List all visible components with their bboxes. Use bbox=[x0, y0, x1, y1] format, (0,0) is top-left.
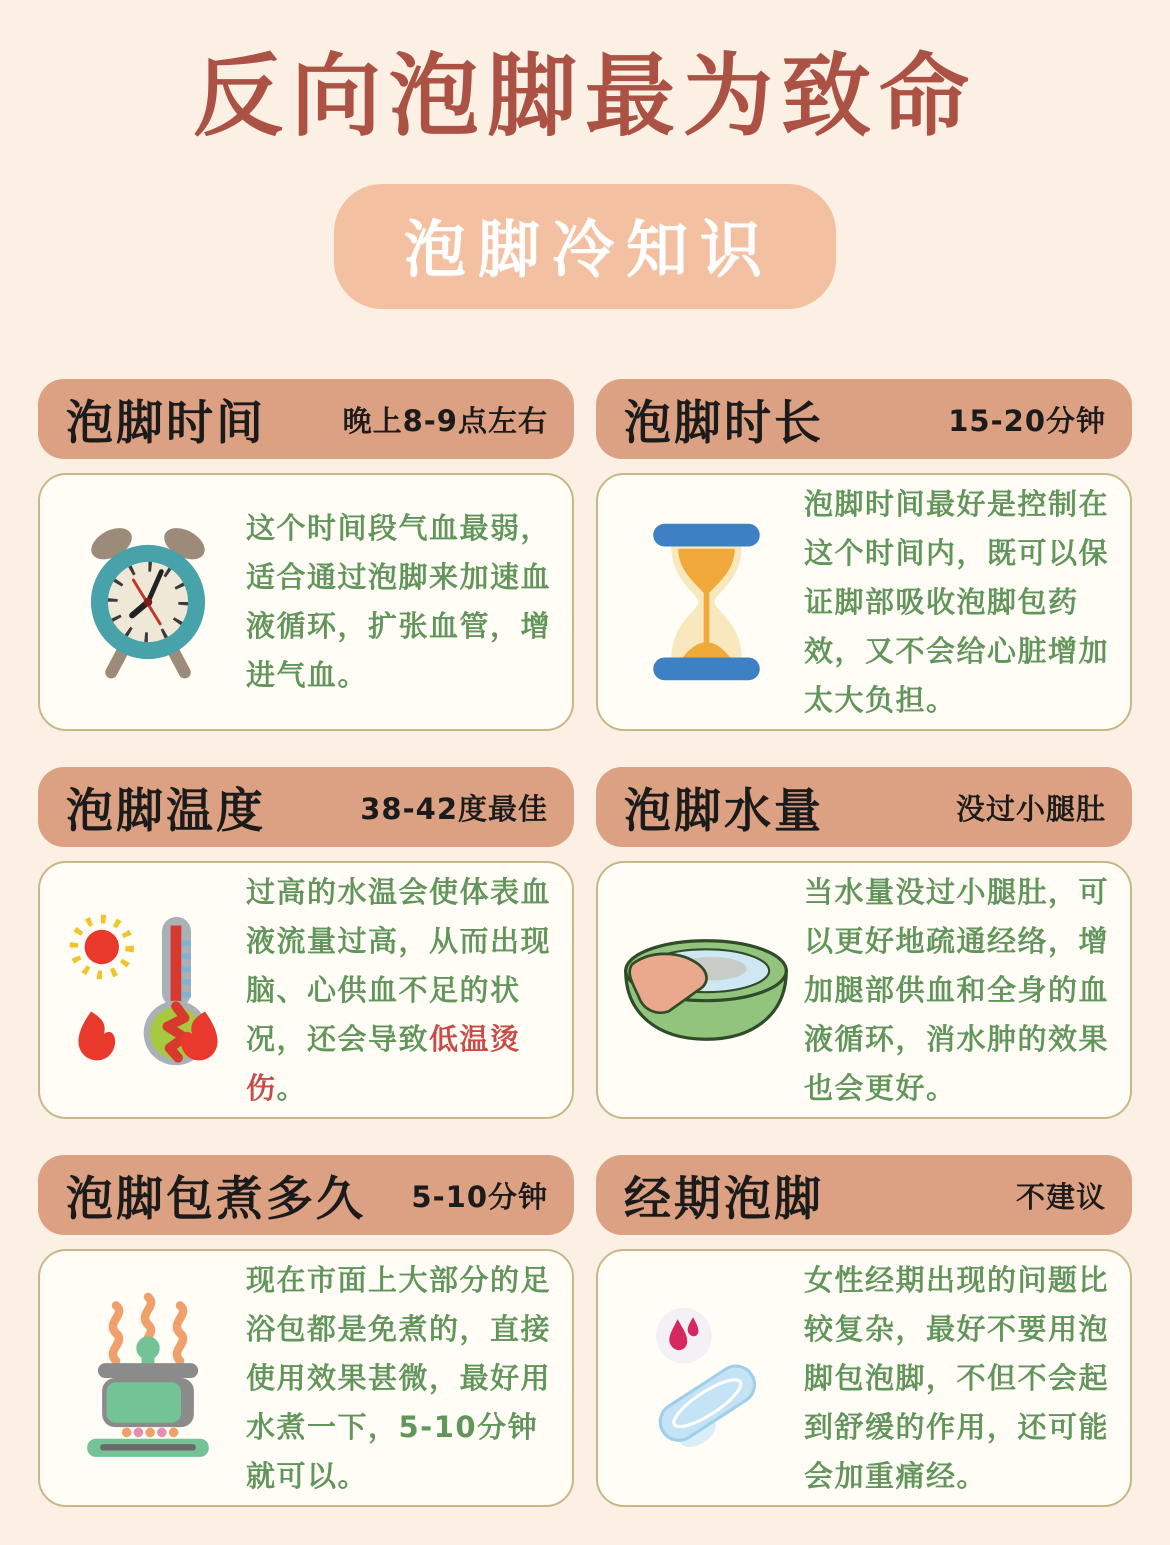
card-water-amount-spec: 没过小腿肚 bbox=[955, 791, 1106, 826]
card-soak-time-spec: 晚上8-9点左右 bbox=[342, 403, 548, 438]
temperature-text-highlight: 低温烫伤 bbox=[246, 1021, 521, 1105]
alarm-clock-icon-svg bbox=[69, 517, 227, 687]
card-period-soak-body bbox=[596, 1249, 1132, 1507]
card-boil-duration-header bbox=[38, 1155, 574, 1235]
card-soak-temperature-title: 泡脚温度 bbox=[66, 783, 266, 839]
card-period-soak-spec: 不建议 bbox=[1015, 1179, 1106, 1214]
card-soak-duration-body bbox=[596, 473, 1132, 731]
temperature-text-pre: 过高的水温会使体表血液流量过高，从而出现脑、心供血不足的状况，还会导致 bbox=[246, 874, 552, 1056]
temperature-text-post: 。 bbox=[276, 1070, 308, 1105]
card-boil-duration-body bbox=[38, 1249, 574, 1507]
card-water-amount-text-span: 当水量没过小腿肚，可以更好地疏通经络，增加腿部供血和全身的血液循环，消水肿的效果也会更好。 bbox=[804, 874, 1110, 1105]
page-title: 反向泡脚最为致命 bbox=[193, 44, 977, 149]
basin-icon-svg bbox=[615, 925, 797, 1055]
card-soak-time-header bbox=[38, 379, 574, 459]
card-soak-duration-spec: 15-20分钟 bbox=[948, 403, 1106, 438]
hourglass-icon-svg bbox=[644, 517, 769, 687]
card-soak-duration-text-span: 泡脚时间最好是控制在这个时间内，既可以保证脚部吸收泡脚包药效，又不会给心脏增加太大负担。 bbox=[804, 486, 1110, 717]
boiling-pot-icon bbox=[50, 1292, 246, 1464]
sanitary-pad-icon bbox=[608, 1298, 804, 1458]
card-soak-temperature-spec: 38-42度最佳 bbox=[360, 791, 548, 826]
card-soak-time-text-span: 这个时间段气血最弱，适合通过泡脚来加速血液循环，扩张血管，增进气血。 bbox=[246, 511, 552, 692]
card-period-soak-header bbox=[596, 1155, 1132, 1235]
card-soak-duration-title: 泡脚时长 bbox=[624, 395, 824, 451]
card-soak-time-title: 泡脚时间 bbox=[66, 395, 266, 451]
card-water-amount-header bbox=[596, 767, 1132, 847]
card-period-soak bbox=[596, 1155, 1132, 1507]
card-soak-temperature-header bbox=[38, 767, 574, 847]
boiling-pot-icon-svg bbox=[68, 1292, 228, 1464]
card-soak-time bbox=[38, 379, 574, 731]
thermometer-fire-icon bbox=[50, 904, 246, 1076]
card-boil-duration-spec: 5-10分钟 bbox=[411, 1179, 548, 1214]
card-soak-time-body bbox=[38, 473, 574, 731]
card-soak-time-text bbox=[246, 504, 552, 700]
card-boil-duration-title: 泡脚包煮多久 bbox=[66, 1171, 366, 1227]
subtitle-row bbox=[0, 184, 1170, 309]
card-soak-temperature-text bbox=[246, 868, 552, 1113]
card-soak-duration-text bbox=[804, 480, 1110, 725]
card-soak-temperature-body bbox=[38, 861, 574, 1119]
card-soak-duration bbox=[596, 379, 1132, 731]
card-period-soak-title: 经期泡脚 bbox=[624, 1171, 824, 1227]
card-soak-duration-header bbox=[596, 379, 1132, 459]
card-water-amount-text bbox=[804, 868, 1110, 1113]
hourglass-icon bbox=[608, 517, 804, 687]
card-boil-duration-text-span: 现在市面上大部分的足浴包都是免煮的，直接使用效果甚微，最好用水煮一下，5-10分钟就可以。 bbox=[246, 1262, 552, 1493]
basin-icon bbox=[608, 925, 804, 1055]
card-boil-duration bbox=[38, 1155, 574, 1507]
sanitary-pad-icon-svg bbox=[624, 1298, 789, 1458]
card-soak-temperature bbox=[38, 767, 574, 1119]
alarm-clock-icon bbox=[50, 517, 246, 687]
card-boil-duration-text bbox=[246, 1256, 552, 1501]
thermometer-fire-icon-svg bbox=[67, 904, 229, 1076]
subtitle-badge: 泡脚冷知识 bbox=[334, 184, 836, 309]
card-water-amount bbox=[596, 767, 1132, 1119]
card-period-soak-text-span: 女性经期出现的问题比较复杂，最好不要用泡脚包泡脚，不但不会起到舒缓的作用，还可能会加重痛经。 bbox=[804, 1262, 1110, 1493]
card-period-soak-text bbox=[804, 1256, 1110, 1501]
card-water-amount-body bbox=[596, 861, 1132, 1119]
card-grid bbox=[38, 379, 1132, 1543]
card-water-amount-title: 泡脚水量 bbox=[624, 783, 824, 839]
